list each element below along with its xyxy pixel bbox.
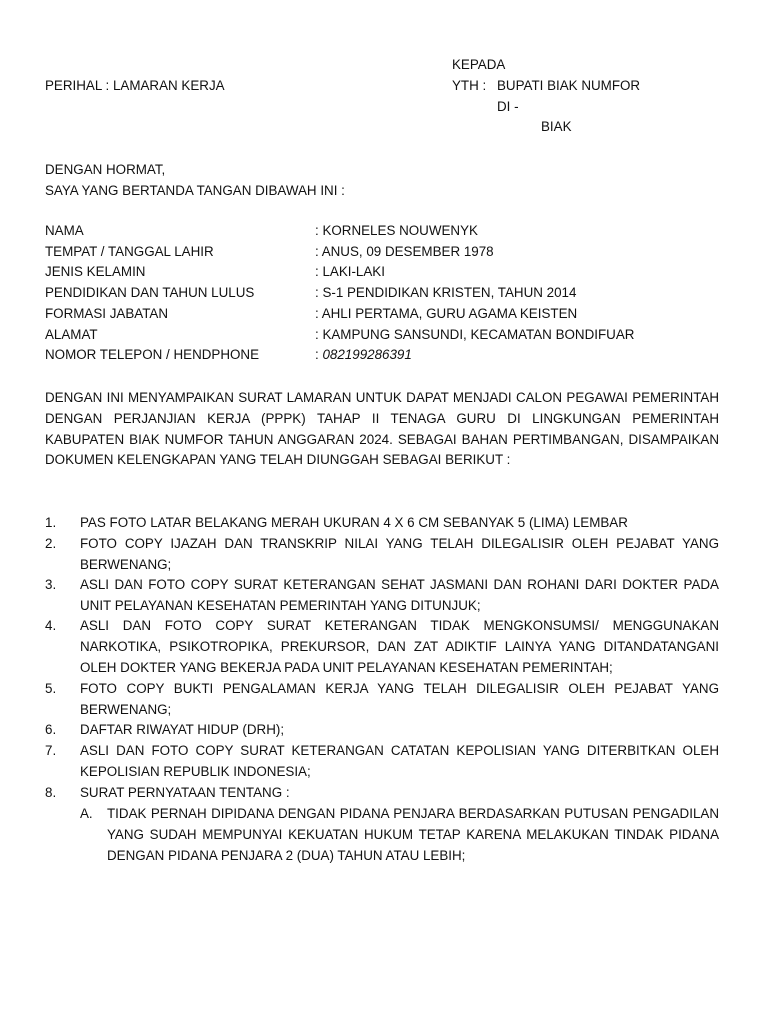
- list-item-number: 7.: [45, 743, 57, 758]
- identity-label: NOMOR TELEPON / HENDPHONE: [45, 347, 260, 362]
- list-item-number: 8.: [45, 785, 57, 800]
- phone-number: 082199286391: [322, 347, 412, 362]
- identity-label: PENDIDIKAN DAN TAHUN LULUS: [45, 285, 255, 300]
- yth-label: YTH :: [452, 78, 487, 93]
- phone-prefix: :: [315, 347, 323, 362]
- identity-label: FORMASI JABATAN: [45, 306, 169, 321]
- identity-value: : KORNELES NOUWENYK: [315, 223, 478, 238]
- list-item-text: FOTO COPY IJAZAH DAN TRANSKRIP NILAI YANG TELAH DILEGALISIR OLEH PEJABAT YANG BERWENANG;: [80, 536, 719, 572]
- list-item-text: FOTO COPY BUKTI PENGALAMAN KERJA YANG TELAH DILEGALISIR OLEH PEJABAT YANG BERWENANG;: [80, 681, 719, 717]
- list-item-text: ASLI DAN FOTO COPY SURAT KETERANGAN CATATAN KEPOLISIAN YANG DITERBITKAN OLEH KEPOLISIAN REPUBLIK INDONESIA;: [80, 743, 719, 779]
- intro-line: SAYA YANG BERTANDA TANGAN DIBAWAH INI :: [45, 183, 345, 198]
- identity-label: JENIS KELAMIN: [45, 264, 146, 279]
- list-item-number: 4.: [45, 618, 57, 633]
- identity-label: TEMPAT / TANGGAL LAHIR: [45, 244, 214, 259]
- body-paragraph: DENGAN INI MENYAMPAIKAN SURAT LAMARAN UNTUK DAPAT MENJADI CALON PEGAWAI PEMERINTAH DENGAN PERJANJIAN KERJA (PPPK) TAHAP II TENAGA GURU DI LINGKUNGAN PEMERINTAH KABUPATEN BIAK NUMFOR TAHUN ANGGARAN 2024. SEBAGAI BAHAN PERTIMBANGAN, DISAMPAIKAN DOKUMEN KELENGKAPAN YANG TELAH DIUNGGAH SEBAGAI BERIKUT :: [45, 390, 719, 468]
- list-item-text: SURAT PERNYATAAN TENTANG :: [80, 785, 290, 800]
- identity-label: NAMA: [45, 223, 84, 238]
- identity-value: : S-1 PENDIDIKAN KRISTEN, TAHUN 2014: [315, 285, 577, 300]
- di-label: DI -: [497, 99, 519, 114]
- identity-label: ALAMAT: [45, 327, 98, 342]
- list-item-number: 1.: [45, 515, 57, 530]
- list-item-text: DAFTAR RIWAYAT HIDUP (DRH);: [80, 722, 285, 737]
- identity-value: : AHLI PERTAMA, GURU AGAMA KEISTEN: [315, 306, 578, 321]
- list-item-text: PAS FOTO LATAR BELAKANG MERAH UKURAN 4 X 6 CM SEBANYAK 5 (LIMA) LEMBAR: [80, 515, 628, 530]
- list-item-number: 3.: [45, 577, 57, 592]
- perihal-line: PERIHAL : LAMARAN KERJA: [45, 78, 225, 93]
- sub-list-item-text: TIDAK PERNAH DIPIDANA DENGAN PIDANA PENJARA BERDASARKAN PUTUSAN PENGADILAN YANG SUDAH MEMPUNYAI KEKUATAN HUKUM TETAP KARENA MELAKUKAN TINDAK PIDANA DENGAN PIDANA PENJARA 2 (DUA) TAHUN ATAU LEBIH;: [107, 806, 719, 863]
- identity-value: : KAMPUNG SANSUNDI, KECAMATAN BONDIFUAR: [315, 327, 635, 342]
- salutation: DENGAN HORMAT,: [45, 162, 166, 177]
- list-item-number: 2.: [45, 536, 57, 551]
- list-item-number: 5.: [45, 681, 57, 696]
- list-item-text: ASLI DAN FOTO COPY SURAT KETERANGAN SEHAT JASMANI DAN ROHANI DARI DOKTER PADA UNIT PELAYANAN KESEHATAN PEMERINTAH YANG DITUNJUK;: [80, 577, 719, 613]
- sub-list-item-letter: A.: [80, 806, 93, 821]
- identity-value: : LAKI-LAKI: [315, 264, 385, 279]
- identity-value: : ANUS, 09 DESEMBER 1978: [315, 244, 494, 259]
- identity-value: [315, 345, 412, 365]
- kepada-label: KEPADA: [452, 57, 506, 72]
- list-item-number: 6.: [45, 722, 57, 737]
- recipient-name: BUPATI BIAK NUMFOR: [497, 78, 641, 93]
- list-item-text: ASLI DAN FOTO COPY SURAT KETERANGAN TIDAK MENGKONSUMSI/ MENGGUNAKAN NARKOTIKA, PSIKOTROPIKA, PREKURSOR, DAN ZAT ADIKTIF LAINYA YANG DITANDATANGANI OLEH DOKTER YANG BEKERJA PADA UNIT PELAYANAN KESEHATAN PEMERINTAH;: [80, 618, 719, 675]
- recipient-city: BIAK: [541, 119, 572, 134]
